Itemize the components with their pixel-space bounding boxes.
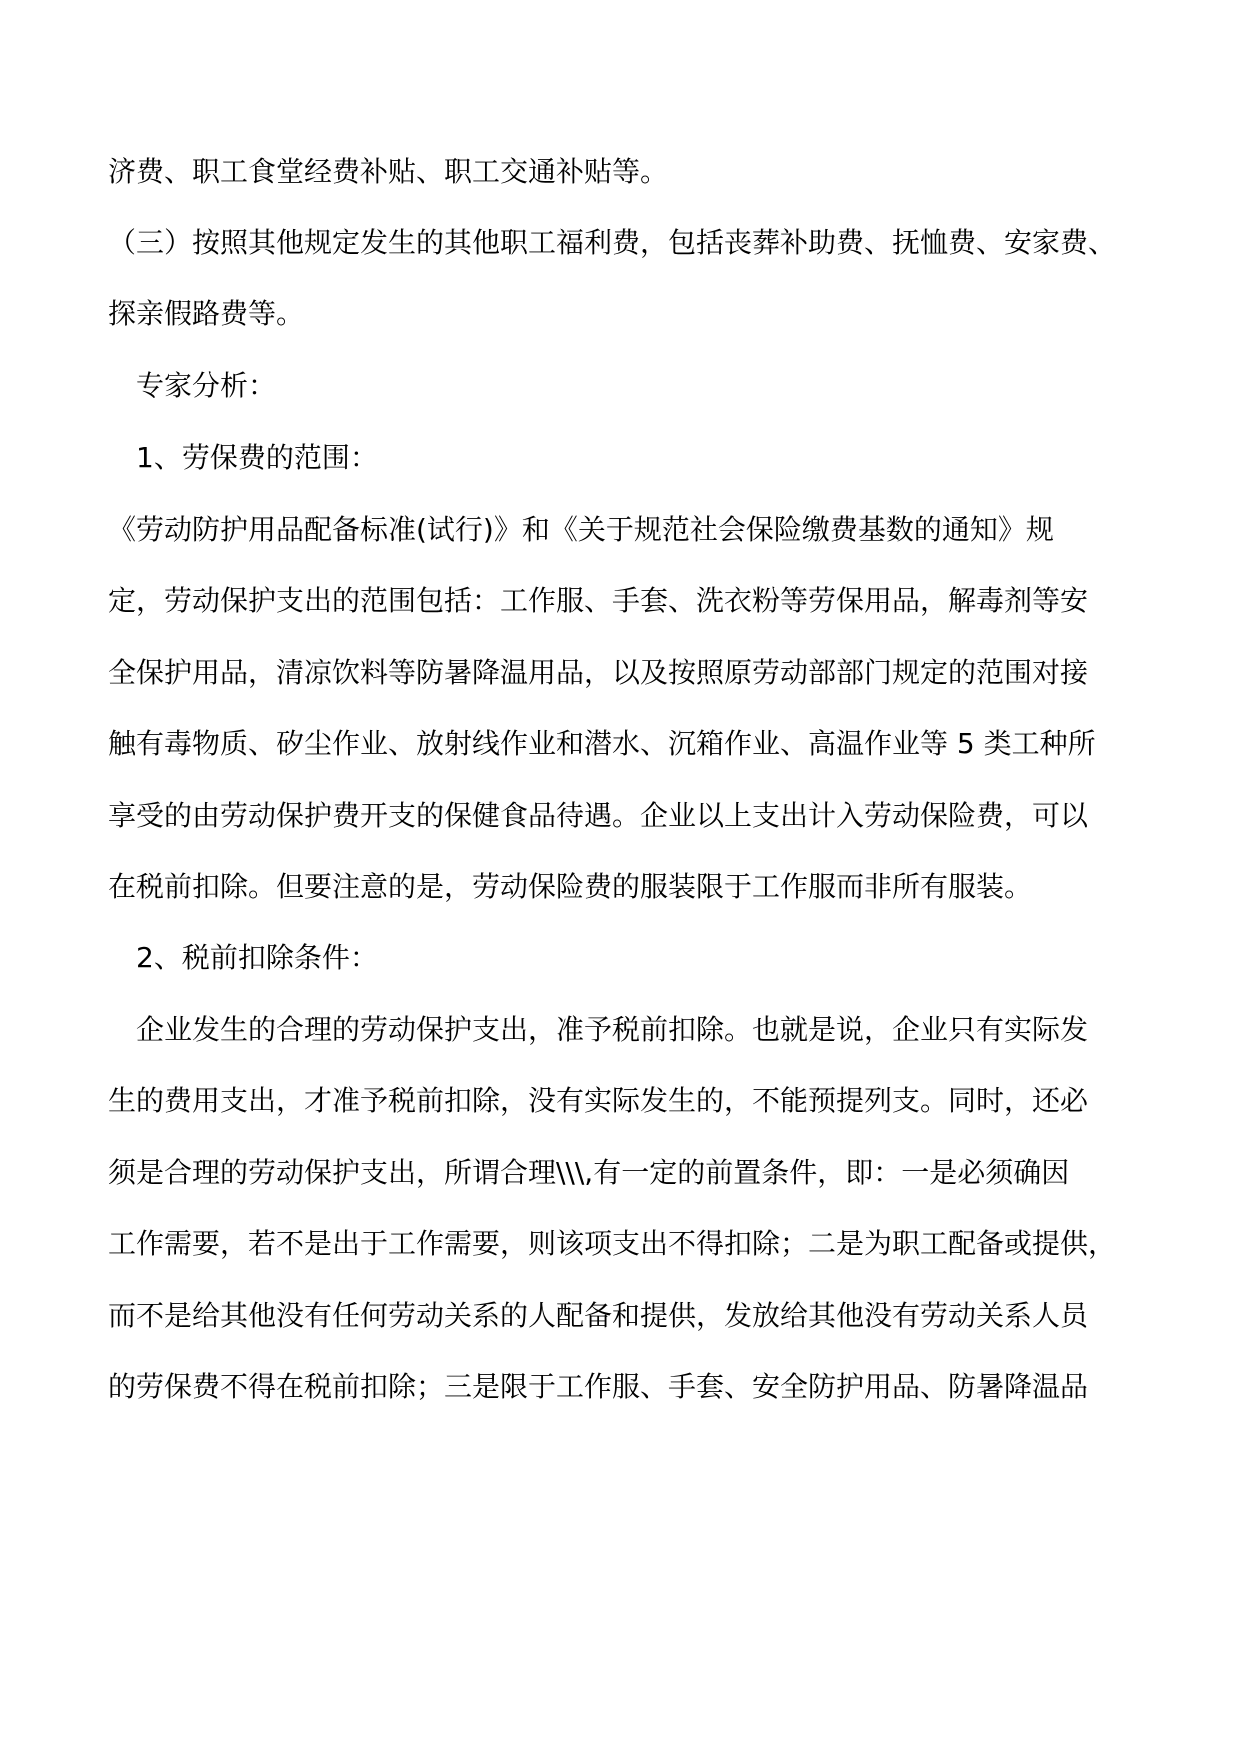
subheading: 1、劳保费的范围： bbox=[136, 441, 378, 474]
text-line: 全保护用品，清凉饮料等防暑降温用品，以及按照原劳动部部门规定的范围对接 bbox=[108, 656, 1089, 689]
section-heading: 专家分析： bbox=[136, 369, 277, 402]
text-line: 触有毒物质、矽尘作业、放射线作业和潜水、沉箱作业、高温作业等 5 类工种所 bbox=[108, 727, 1096, 760]
text-line: 探亲假路费等。 bbox=[108, 297, 305, 330]
text-line: 工作需要，若不是出于工作需要，则该项支出不得扣除；二是为职工配备或提供， bbox=[108, 1227, 1117, 1260]
text-line: 须是合理的劳动保护支出，所谓合理\\\,有一定的前置条件，即：一是必须确因 bbox=[108, 1156, 1070, 1189]
text-line: 企业发生的合理的劳动保护支出，准予税前扣除。也就是说，企业只有实际发 bbox=[136, 1013, 1089, 1046]
text-line: 在税前扣除。但要注意的是，劳动保险费的服装限于工作服而非所有服装。 bbox=[108, 870, 1033, 903]
text-line: 定，劳动保护支出的范围包括：工作服、手套、洗衣粉等劳保用品，解毒剂等安 bbox=[108, 584, 1089, 617]
text-line: 的劳保费不得在税前扣除；三是限于工作服、手套、安全防护用品、防暑降温品 bbox=[108, 1370, 1089, 1403]
text-line: 济费、职工食堂经费补贴、职工交通补贴等。 bbox=[108, 155, 669, 188]
text-line: （三）按照其他规定发生的其他职工福利费，包括丧葬补助费、抚恤费、安家费、 bbox=[108, 226, 1117, 259]
text-line: 而不是给其他没有任何劳动关系的人配备和提供，发放给其他没有劳动关系人员 bbox=[108, 1299, 1089, 1332]
text-line: 享受的由劳动保护费开支的保健食品待遇。企业以上支出计入劳动保险费，可以 bbox=[108, 799, 1089, 832]
text-line: 生的费用支出，才准予税前扣除，没有实际发生的，不能预提列支。同时，还必 bbox=[108, 1084, 1089, 1117]
subheading: 2、税前扣除条件： bbox=[136, 941, 378, 974]
text-line: 《劳动防护用品配备标准(试行)》和《关于规范社会保险缴费基数的通知》规 bbox=[108, 513, 1054, 546]
